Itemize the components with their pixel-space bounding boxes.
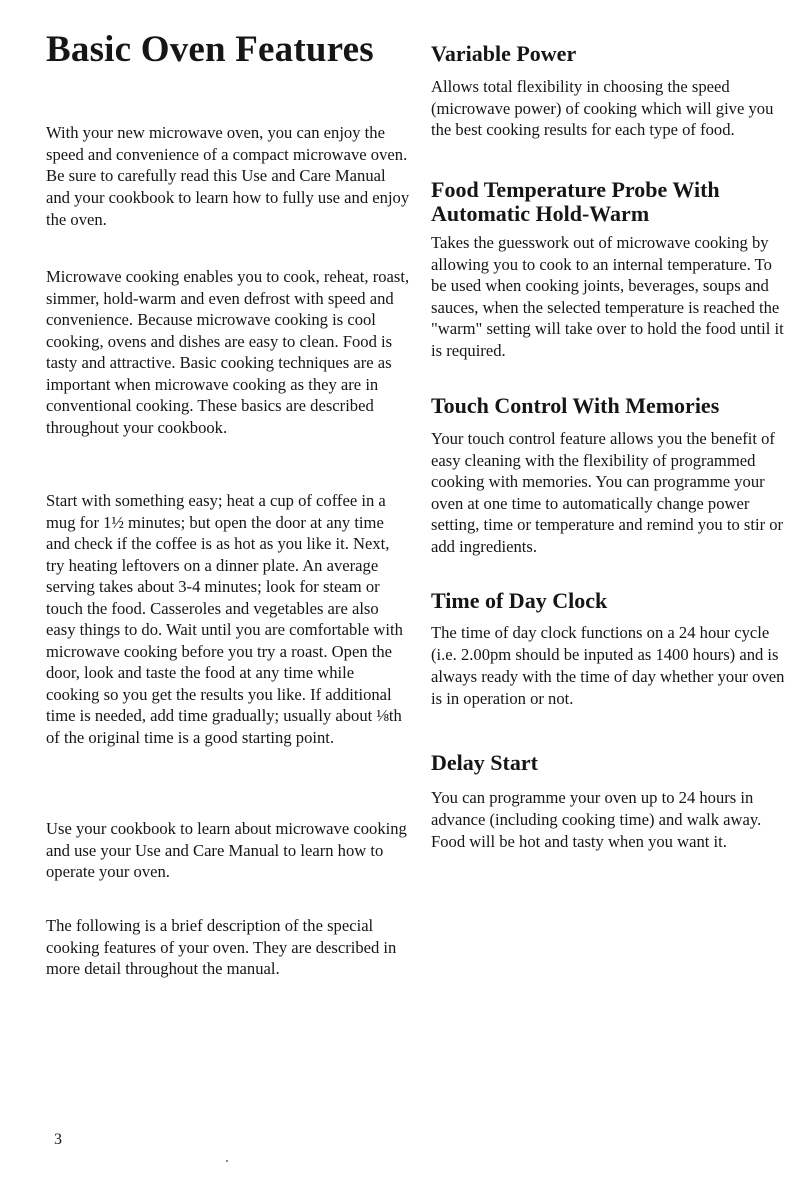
feature-text-variable-power: Allows total flexibility in choosing the speed (microwave power) of cooking which will give you the best cooking results for each type of food. xyxy=(431,77,774,140)
feature-heading-time-of-day-clock: Time of Day Clock xyxy=(431,588,608,613)
feature-heading-variable-power: Variable Power xyxy=(431,41,577,66)
feature-text-time-of-day-clock: The time of day clock functions on a 24 hour cycle (i.e. 2.00pm should be inputed as 1400 hours) and is always ready with the time of day whether your oven is in operation or not. xyxy=(431,623,785,708)
page-title: Basic Oven Features xyxy=(46,29,374,70)
feature-text-touch-control: Your touch control feature allows you the benefit of easy cleaning with the flexibility of programmed cooking with memories. You can programme your oven at one time to automatically change power setting, time or temperature and remind you to stir or add ingredients. xyxy=(431,429,784,556)
body-paragraph: Microwave cooking enables you to cook, reheat, roast, simmer, hold-warm and even defrost with speed and convenience. Because microwave cooking is cool cooking, ovens and dishes are easy to clean. Food is tasty and attractive. Basic cooking techniques are as important when microwave cooking as they are in conventional cooking. These basics are described throughout your cookbook. xyxy=(46,267,410,437)
feature-text-temperature-probe: Takes the guesswork out of microwave cooking by allowing you to cook to an internal temperature. To be used when cooking joints, beverages, soups and sauces, when the selected temperature is reached the "warm" setting will take over to hold the food until it is required. xyxy=(431,233,784,360)
page-number: 3 xyxy=(54,1131,62,1148)
body-paragraph: Use your cookbook to learn about microwave cooking and use your Use and Care Manual to learn how to operate your oven. xyxy=(46,819,407,881)
feature-heading-delay-start: Delay Start xyxy=(431,750,538,775)
body-paragraph: The following is a brief description of the special cooking features of your oven. They are described in more detail throughout the manual. xyxy=(46,916,397,978)
body-paragraph: Start with something easy; heat a cup of coffee in a mug for 1½ minutes; but open the door at any time and check if the coffee is as hot as you like it. Next, try heating leftovers on a dinner plate. An average serving takes about 3-4 minutes; look for steam or touch the food. Casseroles and vegetables are also easy things to do. Wait until you are comfortable with microwave cooking before you try a roast. Open the door, look and taste the food at any time while cooking so you get the results you like. If additional time is needed, add time gradually; usually about ⅛th of the original time is a good starting point. xyxy=(46,491,403,747)
intro-paragraph: With your new microwave oven, you can enjoy the speed and convenience of a compact microwave oven. Be sure to carefully read this Use and Care Manual and your cookbook to learn how to fully use and enjoy the oven. xyxy=(46,123,410,229)
feature-text-delay-start: You can programme your oven up to 24 hours in advance (including cooking time) and walk away. Food will be hot and tasty when you want it. xyxy=(431,788,762,851)
scan-speck xyxy=(226,1160,228,1162)
feature-heading-touch-control: Touch Control With Memories xyxy=(431,393,720,418)
feature-heading-temperature-probe: Food Temperature Probe With Automatic Hold-Warm xyxy=(431,177,720,226)
